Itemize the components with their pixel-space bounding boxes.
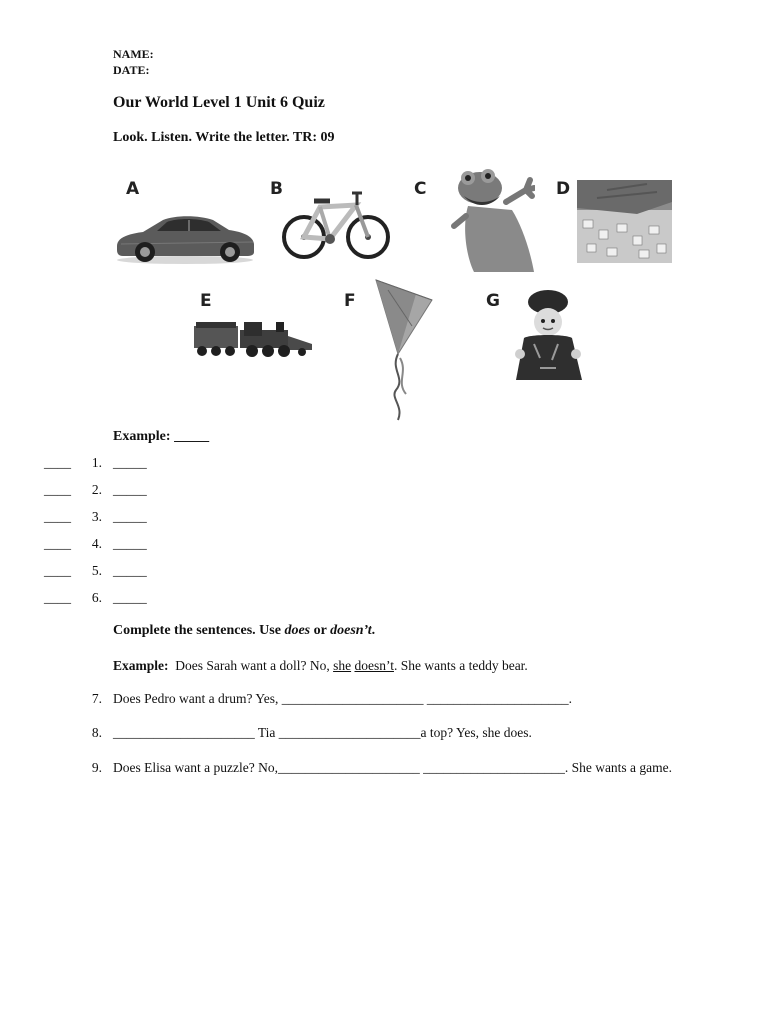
item-number: 5. bbox=[91, 563, 102, 578]
example-row bbox=[113, 429, 209, 445]
item-row bbox=[44, 563, 71, 579]
item-row bbox=[44, 536, 71, 552]
section2-instruction bbox=[113, 623, 375, 639]
item-answer-blank[interactable]: _____ bbox=[113, 563, 147, 578]
section1-instruction: Look. Listen. Write the letter. TR: 09 bbox=[113, 130, 335, 145]
example-label: Example: bbox=[113, 429, 171, 444]
question-number: 8. bbox=[91, 725, 102, 740]
item-number: 1. bbox=[91, 455, 102, 470]
item-answer-blank[interactable]: _____ bbox=[113, 590, 147, 605]
section2-example bbox=[113, 658, 528, 674]
item-left-blank[interactable]: ____ bbox=[44, 482, 71, 497]
question-text[interactable]: _____________________ Tia _____________________a top? Yes, she does. bbox=[113, 725, 532, 740]
item-left-blank[interactable]: ____ bbox=[44, 455, 71, 470]
example-label: Example: bbox=[113, 658, 169, 673]
letter-c: C bbox=[414, 179, 427, 199]
item-left-blank[interactable]: ____ bbox=[44, 563, 71, 578]
item-row bbox=[44, 590, 71, 606]
kite-icon bbox=[368, 278, 438, 423]
question-text[interactable]: Does Pedro want a drum? Yes, _____________________ _____________________. bbox=[113, 691, 572, 706]
toy-train-icon bbox=[192, 318, 320, 364]
instruction-text: or bbox=[310, 623, 331, 638]
bicycle-icon bbox=[280, 185, 392, 263]
item-left-blank[interactable]: ____ bbox=[44, 590, 71, 605]
letter-f: F bbox=[344, 291, 356, 311]
item-number: 6. bbox=[91, 590, 102, 605]
letter-b: B bbox=[270, 179, 283, 199]
item-row bbox=[44, 455, 71, 471]
quiz-title: Our World Level 1 Unit 6 Quiz bbox=[113, 94, 325, 111]
example-answer-she: she bbox=[333, 658, 352, 673]
item-row bbox=[44, 509, 71, 525]
instruction-text: . bbox=[371, 623, 376, 638]
item-answer-blank[interactable]: _____ bbox=[113, 482, 147, 497]
question-text[interactable]: Does Elisa want a puzzle? No,_____________________ _____________________. She wants a game. bbox=[113, 760, 673, 775]
car-icon bbox=[113, 210, 258, 266]
instruction-text: Complete the sentences. Use bbox=[113, 623, 285, 638]
letter-g: G bbox=[486, 291, 500, 311]
date-label: DATE: bbox=[113, 63, 150, 77]
question-number: 9. bbox=[91, 760, 102, 775]
example-text: . She wants a teddy bear. bbox=[393, 658, 528, 673]
item-answer-blank[interactable]: _____ bbox=[113, 455, 147, 470]
name-label: NAME: bbox=[113, 47, 154, 61]
question-number: 7. bbox=[91, 691, 102, 706]
item-answer-blank[interactable]: _____ bbox=[113, 509, 147, 524]
item-number: 4. bbox=[91, 536, 102, 551]
instruction-word-doesnt: doesn’t bbox=[330, 623, 372, 638]
item-answer-blank[interactable]: _____ bbox=[113, 536, 147, 551]
item-row bbox=[44, 482, 71, 498]
puzzle-pieces-icon bbox=[577, 180, 672, 263]
item-number: 2. bbox=[91, 482, 102, 497]
frog-puppet-icon bbox=[450, 166, 535, 274]
example-text: Does Sarah want a doll? No, bbox=[175, 658, 334, 673]
example-blank: _____ bbox=[174, 429, 210, 444]
item-number: 3. bbox=[91, 509, 102, 524]
item-left-blank[interactable]: ____ bbox=[44, 536, 71, 551]
letter-a: A bbox=[126, 179, 140, 199]
letter-d: D bbox=[556, 179, 571, 199]
item-left-blank[interactable]: ____ bbox=[44, 509, 71, 524]
example-answer-doesnt: doesn’t bbox=[354, 658, 394, 673]
doll-icon bbox=[510, 288, 588, 386]
instruction-word-does: does bbox=[284, 623, 311, 638]
letter-e: E bbox=[200, 291, 212, 311]
